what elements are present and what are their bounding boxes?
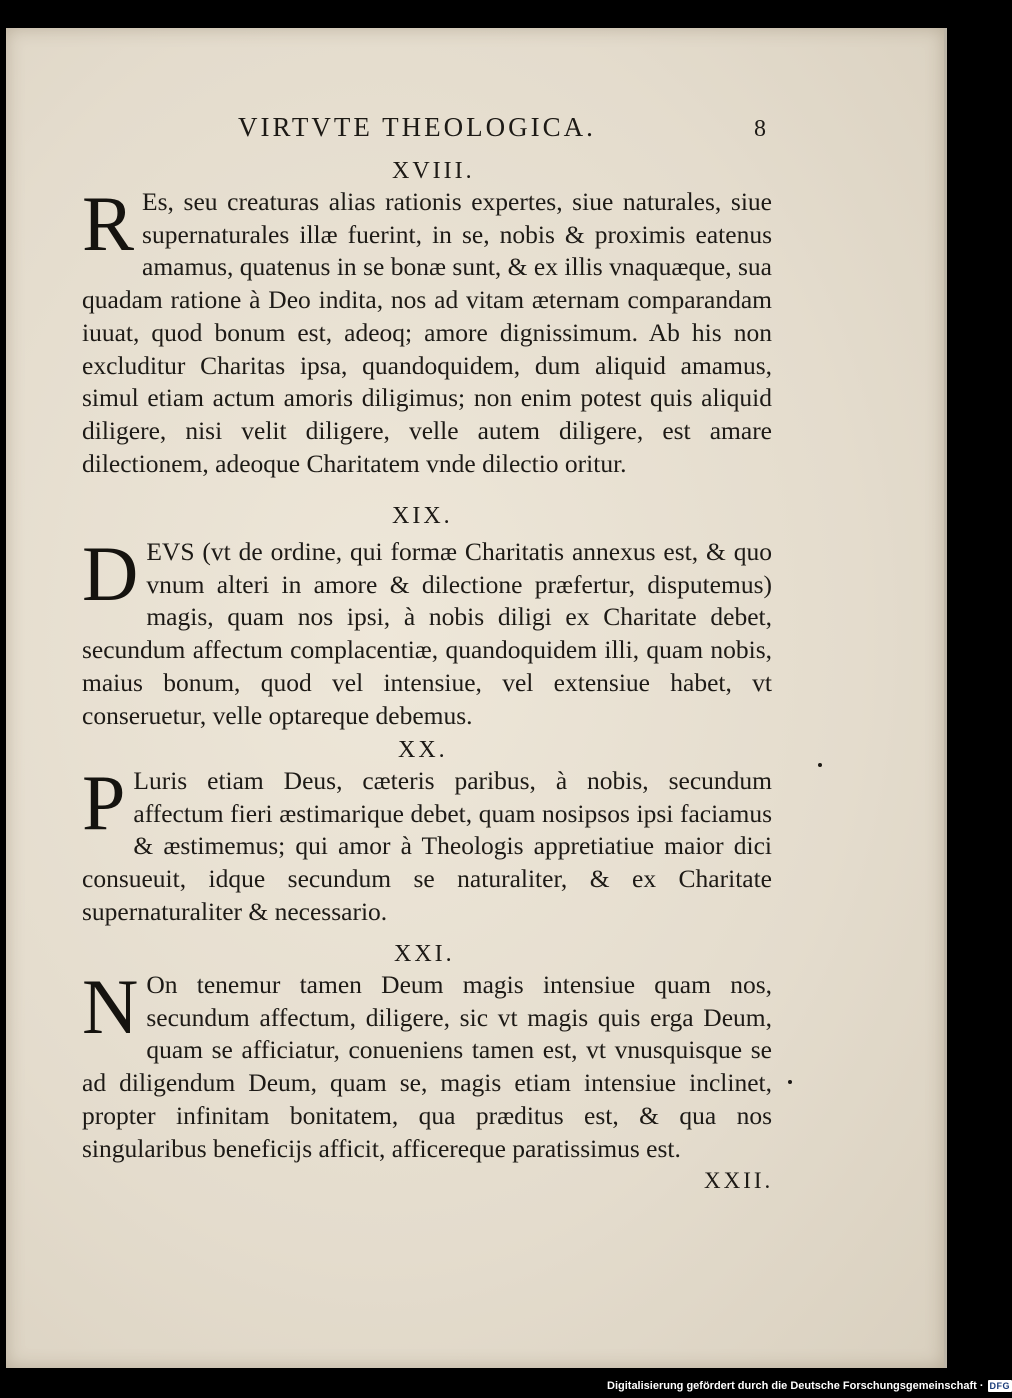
drop-cap-initial: R	[82, 180, 135, 267]
drop-cap-initial: N	[82, 963, 139, 1050]
section-body: EVS (vt de ordine, qui formæ Charitatis annexus est, & quo vnum alteri in amore & dilectione præfertur, disputemus) magis, quam nos ipsi, à nobis diligi ex Charitate debet, secundum affectum complacentiæ, quandoquidem illi, quam nobis, maius bonum, quod vel intensiue, vel extensiue habet, vt conseruetur, velle optareque debemus.	[82, 537, 772, 730]
section-paragraph	[82, 963, 772, 1165]
page-edge	[944, 28, 947, 1368]
section-body: Luris etiam Deus, cæteris paribus, à nobis, secundum affectum fieri æstimarique debet, quam nosipsos ipsi faciamus & æstimemus; qui amor à Theologis appretiatiue maior dici consueuit, idque secundum se naturaliter, & ex Charitate supernaturaliter & necessario.	[82, 766, 772, 926]
margin-mark	[818, 763, 822, 767]
section-paragraph	[82, 180, 772, 480]
dfg-logo-icon: DFG	[989, 1381, 1011, 1391]
digitization-credit	[607, 1380, 1012, 1392]
catchword: XXII.	[704, 1168, 774, 1193]
section-body: On tenemur tamen Deum magis intensiue quam nos, secundum affectum, diligere, sic vt magis quis erga Deum, quam se afficiatur, conueniens tamen est, vt vnusquisque se ad diligendum Deum, quam se, magis etiam intensiue inclinet, propter infinitam bonitatem, qua præditus est, & qua nos singularibus beneficijs afficit, afficereque paratissimus est.	[82, 970, 772, 1163]
section-paragraph	[82, 759, 772, 929]
section-numeral: XX.	[398, 737, 448, 763]
page-number: 8	[754, 116, 766, 142]
section-body: Es, seu creaturas alias rationis expertes, siue naturales, siue supernaturales illæ fuerint, in se, nobis & proximis eatenus amamus, quatenus in se bonæ sunt, & ex illis vnaquæque, sua quadam ratione à Deo indita, nos ad vitam æternam comparandam iuuat, quod bonum est, adeoq; amore dignissimum. Ab his non excluditur Charitas ipsa, quandoquidem, dum aliquid amamus, simul etiam actum amoris diligimus; non enim potest quis aliquid diligere, nisi velit diligere, velle autem diligere, est amare dilectionem, adeoque Charitatem vnde dilectio oritur.	[82, 187, 772, 478]
drop-cap-initial: P	[82, 759, 126, 846]
running-head: VIRTVTE THEOLOGICA.	[238, 112, 596, 142]
section-numeral: XVIII.	[392, 158, 475, 184]
section-numeral: XIX.	[392, 503, 453, 529]
credit-text: Digitalisierung gefördert durch die Deutsche Forschungsgemeinschaft ·	[607, 1380, 984, 1392]
margin-mark	[788, 1080, 792, 1084]
drop-cap-initial: D	[82, 530, 139, 617]
section-paragraph	[82, 530, 772, 732]
section-numeral: XXI.	[394, 941, 455, 967]
